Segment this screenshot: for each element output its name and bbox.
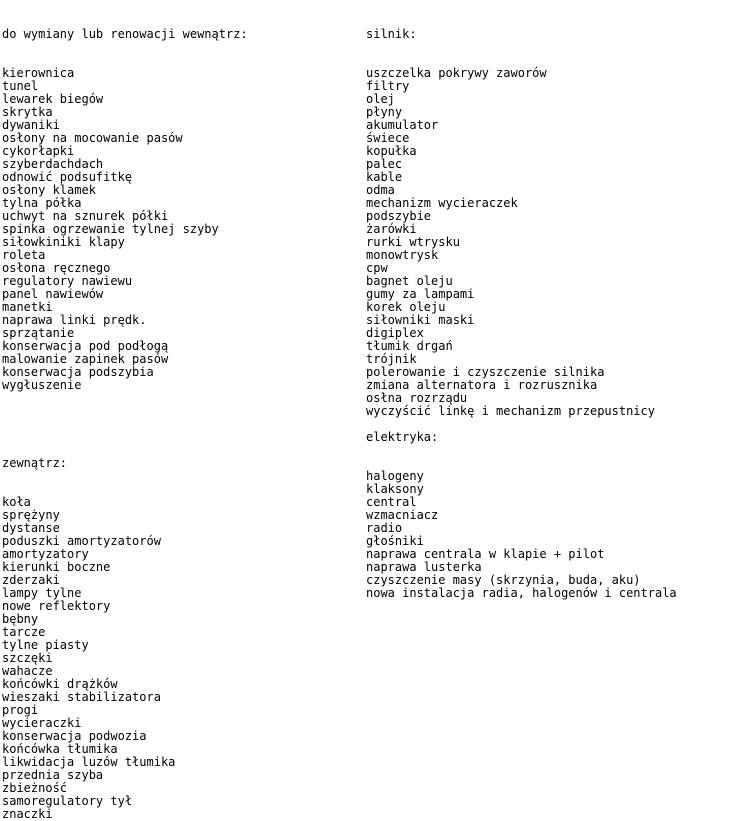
list-item: amortyzatory bbox=[2, 547, 89, 561]
list-item: uszczelka pokrywy zaworów bbox=[366, 66, 547, 80]
list-item: progi bbox=[2, 703, 39, 717]
list-item: nowe reflektory bbox=[2, 599, 111, 613]
list-item: sprężyny bbox=[2, 508, 60, 522]
list-item: tarcze bbox=[2, 625, 46, 639]
list-item: lampy tylne bbox=[2, 586, 82, 600]
list-item: osłna rozrządu bbox=[366, 391, 468, 405]
list-item: konserwacja podszybia bbox=[2, 365, 154, 379]
list-item: konserwacja pod podłogą bbox=[2, 339, 169, 353]
list-item: osłony klamek bbox=[2, 183, 96, 197]
list-item: trójnik bbox=[366, 352, 417, 366]
section-heading: zewnątrz: bbox=[2, 456, 68, 470]
list-item: polerowanie i czyszczenie silnika bbox=[366, 365, 605, 379]
list-item: mechanizm wycieraczek bbox=[366, 196, 518, 210]
list-item: znaczki bbox=[2, 807, 53, 821]
list-item: naprawa centrala w klapie + pilot bbox=[366, 547, 605, 561]
list-item: czyszczenie masy (skrzynia, buda, aku) bbox=[366, 573, 641, 587]
list-item: przednia szyba bbox=[2, 768, 104, 782]
list-item: naprawa linki prędk. bbox=[2, 313, 147, 327]
list-item: monowtrysk bbox=[366, 248, 439, 262]
list-item: klaksony bbox=[366, 482, 424, 496]
list-item: akumulator bbox=[366, 118, 439, 132]
section-electrics bbox=[366, 405, 677, 600]
list-item: wzmacniacz bbox=[366, 508, 439, 522]
section-heading: silnik: bbox=[366, 27, 417, 41]
list-item: wahacze bbox=[2, 664, 53, 678]
list-item: olej bbox=[366, 92, 395, 106]
list-item: tylne piasty bbox=[2, 638, 89, 652]
list-item: spinka ogrzewanie tylnej szyby bbox=[2, 222, 219, 236]
list-item: dywaniki bbox=[2, 118, 60, 132]
list-item: bębny bbox=[2, 612, 39, 626]
list-item: kierownica bbox=[2, 66, 75, 80]
list-item: filtry bbox=[366, 79, 410, 93]
list-item: roleta bbox=[2, 248, 46, 262]
list-item: końcówka tłumika bbox=[2, 742, 118, 756]
list-item: wieszaki stabilizatora bbox=[2, 690, 161, 704]
list-item: lewarek biegów bbox=[2, 92, 104, 106]
list-item: dystanse bbox=[2, 521, 60, 535]
list-item: uchwyt na sznurek półki bbox=[2, 209, 169, 223]
list-item: zderzaki bbox=[2, 573, 60, 587]
list-item: osłony na mocowanie pasów bbox=[2, 131, 183, 145]
list-item: palec bbox=[366, 157, 403, 171]
list-item: bagnet oleju bbox=[366, 274, 453, 288]
list-item: sprzątanie bbox=[2, 326, 75, 340]
list-item: regulatory nawiewu bbox=[2, 274, 133, 288]
section-heading: do wymiany lub renowacji wewnątrz: bbox=[2, 27, 248, 41]
list-item: kierunki boczne bbox=[2, 560, 111, 574]
section-interior bbox=[2, 2, 248, 392]
list-item: malowanie zapinek pasów bbox=[2, 352, 169, 366]
list-item: zbieżność bbox=[2, 781, 68, 795]
list-item: wygłuszenie bbox=[2, 378, 82, 392]
list-item: wyczyścić linkę i mechanizm przepustnicy bbox=[366, 404, 655, 418]
list-item: cpw bbox=[366, 261, 388, 275]
list-item: siłowniki maski bbox=[366, 313, 475, 327]
list-item: głośniki bbox=[366, 534, 424, 548]
list-item: tunel bbox=[2, 79, 39, 93]
list-item: wycieraczki bbox=[2, 716, 82, 730]
list-item: central bbox=[366, 495, 417, 509]
list-item: radio bbox=[366, 521, 403, 535]
list-item: koła bbox=[2, 495, 31, 509]
section-exterior bbox=[2, 431, 175, 821]
list-item: halogeny bbox=[366, 469, 424, 483]
list-item: szczęki bbox=[2, 651, 53, 665]
list-item: korek oleju bbox=[366, 300, 446, 314]
list-item: samoregulatory tył bbox=[2, 794, 133, 808]
list-item: odnowić podsufitkę bbox=[2, 170, 133, 184]
list-item: odma bbox=[366, 183, 395, 197]
section-engine bbox=[366, 2, 655, 418]
list-item: gumy za lampami bbox=[366, 287, 475, 301]
list-item: siłowkiniki klapy bbox=[2, 235, 125, 249]
list-item: końcówki drążków bbox=[2, 677, 118, 691]
list-item: nowa instalacja radia, halogenów i centrala bbox=[366, 586, 677, 600]
list-item: podszybie bbox=[366, 209, 432, 223]
list-item: świece bbox=[366, 131, 410, 145]
list-item: manetki bbox=[2, 300, 53, 314]
list-item: konserwacja podwozia bbox=[2, 729, 147, 743]
list-item: panel nawiewów bbox=[2, 287, 104, 301]
list-item: skrytka bbox=[2, 105, 53, 119]
list-item: żarówki bbox=[366, 222, 417, 236]
list-item: płyny bbox=[366, 105, 403, 119]
list-item: rurki wtrysku bbox=[366, 235, 460, 249]
list-item: zmiana alternatora i rozrusznika bbox=[366, 378, 598, 392]
list-item: likwidacja luzów tłumika bbox=[2, 755, 176, 769]
list-item: cykorłapki bbox=[2, 144, 75, 158]
section-heading: elektryka: bbox=[366, 430, 439, 444]
list-item: osłona ręcznego bbox=[2, 261, 111, 275]
list-item: kopułka bbox=[366, 144, 417, 158]
list-item: poduszki amortyzatorów bbox=[2, 534, 161, 548]
list-item: naprawa lusterka bbox=[366, 560, 482, 574]
list-item: szyberdachdach bbox=[2, 157, 104, 171]
list-item: tłumik drgań bbox=[366, 339, 453, 353]
list-item: digiplex bbox=[366, 326, 424, 340]
list-item: kable bbox=[366, 170, 403, 184]
list-item: tylna półka bbox=[2, 196, 82, 210]
